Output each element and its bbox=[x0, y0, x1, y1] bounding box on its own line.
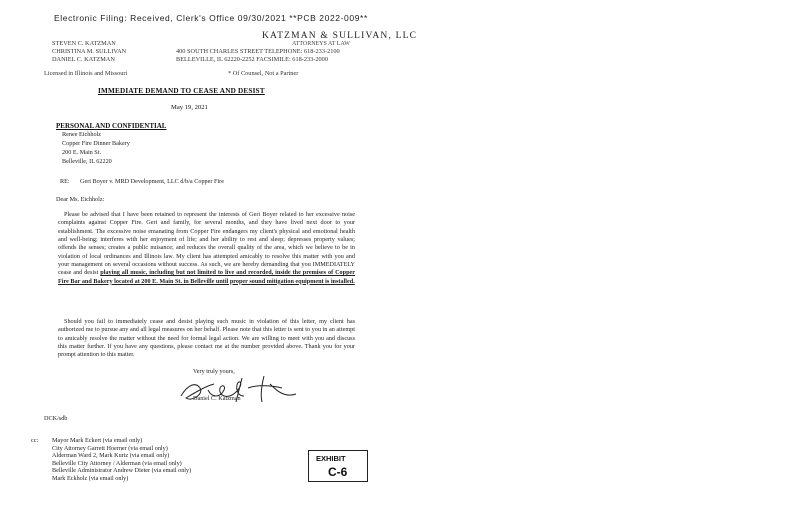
cc-entry: Alderman Ward 2, Mark Kurtz (via email only) bbox=[52, 452, 170, 459]
attorney-name: DANIEL C. KATZMAN bbox=[52, 56, 115, 63]
initials: DCK/sdb bbox=[44, 415, 68, 422]
attorney-name: CHRISTINA M. SULLIVAN bbox=[52, 48, 127, 55]
body-text: Please be advised that I have been retained to represent the interests of Geri Boyer related to her excessive noise complaints against Copper Fire. Geri and family, for several months, and they have lived next door to your establishment. The excessive noise emanating from Copper Fire endangers my client's physical and emotional health and well-being; interferes with her enjoyment of life; and her ability to rest and sleep; depresses property values; offends the senses; creates a public nuisance; and reduces the overall quality of the area, which we believe to be in violation of local ordinances and Illinois law. My client has attempted amicably to resolve this matter with you and your management on several occasions without success. As such, we are hereby demanding that you IMMEDIATELY cease and desist bbox=[58, 211, 355, 277]
filing-header: Electronic Filing: Received, Clerk's Office 09/30/2021 **PCB 2022-009** bbox=[54, 13, 368, 23]
licensed-note: Licensed in Illinois and Missouri bbox=[44, 70, 128, 77]
closing: Very truly yours, bbox=[193, 368, 235, 375]
demand-text: playing all music, including but not limited to live and recorded, inside the premises of Copper Fire Bar and Bakery located at 200 E. Main St. in Belleville until proper sound mitigation equipment is installed. bbox=[58, 269, 356, 285]
counsel-note: * Of Counsel, Not a Partner bbox=[228, 70, 299, 77]
firm-address-line: 400 SOUTH CHARLES STREET TELEPHONE: 618-233-2100 bbox=[176, 48, 340, 55]
re-label: RE: bbox=[60, 178, 70, 185]
exhibit-label: EXHIBIT bbox=[316, 454, 346, 463]
recipient-line: Belleville, IL 62220 bbox=[62, 158, 112, 165]
recipient-line: Renee Eichholz bbox=[62, 131, 101, 138]
firm-name: KATZMAN & SULLIVAN, LLC bbox=[262, 31, 418, 41]
cc-entry: Belleville Administrator Andrew Dieter (via email only) bbox=[52, 467, 192, 474]
exhibit-stamp bbox=[308, 450, 368, 482]
recipient-line: 200 E. Main St. bbox=[62, 149, 102, 156]
cc-label: cc: bbox=[31, 437, 39, 444]
letter-title: IMMEDIATE DEMAND TO CEASE AND DESIST bbox=[98, 87, 265, 95]
recipient-line: Copper Fire Dinner Bakery bbox=[62, 140, 130, 147]
exhibit-number: C-6 bbox=[328, 465, 348, 479]
firm-subtitle: ATTORNEYS AT LAW bbox=[292, 41, 350, 47]
firm-address-line: BELLEVILLE, IL 62220-2252 FACSIMILE: 618-233-2000 bbox=[176, 56, 328, 63]
cc-entry: Mayor Mark Eckert (via email only) bbox=[52, 437, 143, 444]
signer-name: Daniel C. Katzman bbox=[193, 395, 241, 402]
cc-entry: City Attorney Garrett Hoerner (via email only) bbox=[52, 444, 168, 452]
re-line: Geri Boyer v. MRD Development, LLC d/b/a Copper Fire bbox=[80, 178, 224, 185]
salutation: Dear Ms. Eichholz: bbox=[56, 196, 105, 203]
body-paragraph-1 bbox=[58, 211, 355, 286]
cc-entry: Mark Eckholz (via email only) bbox=[52, 474, 129, 482]
cc-entry: Belleville City Attorney / Alderman (via email only) bbox=[52, 459, 182, 467]
letter-date: May 19, 2021 bbox=[171, 104, 208, 111]
body-paragraph-2: Should you fail to immediately cease and desist playing such music in violation of this letter, my client has authorized me to pursue any and all legal measures on her behalf. Please note that this letter is sent to you in an attempt to amicably resolve the matter without the need for formal legal action. We are willing to meet with you and discuss this matter further. If you have any questions, please contact me at the number provided above. Thank you for your prompt attention to this matter. bbox=[58, 318, 355, 359]
confidential-label: PERSONAL AND CONFIDENTIAL bbox=[56, 122, 167, 130]
attorney-name: STEVEN C. KATZMAN bbox=[52, 40, 116, 47]
